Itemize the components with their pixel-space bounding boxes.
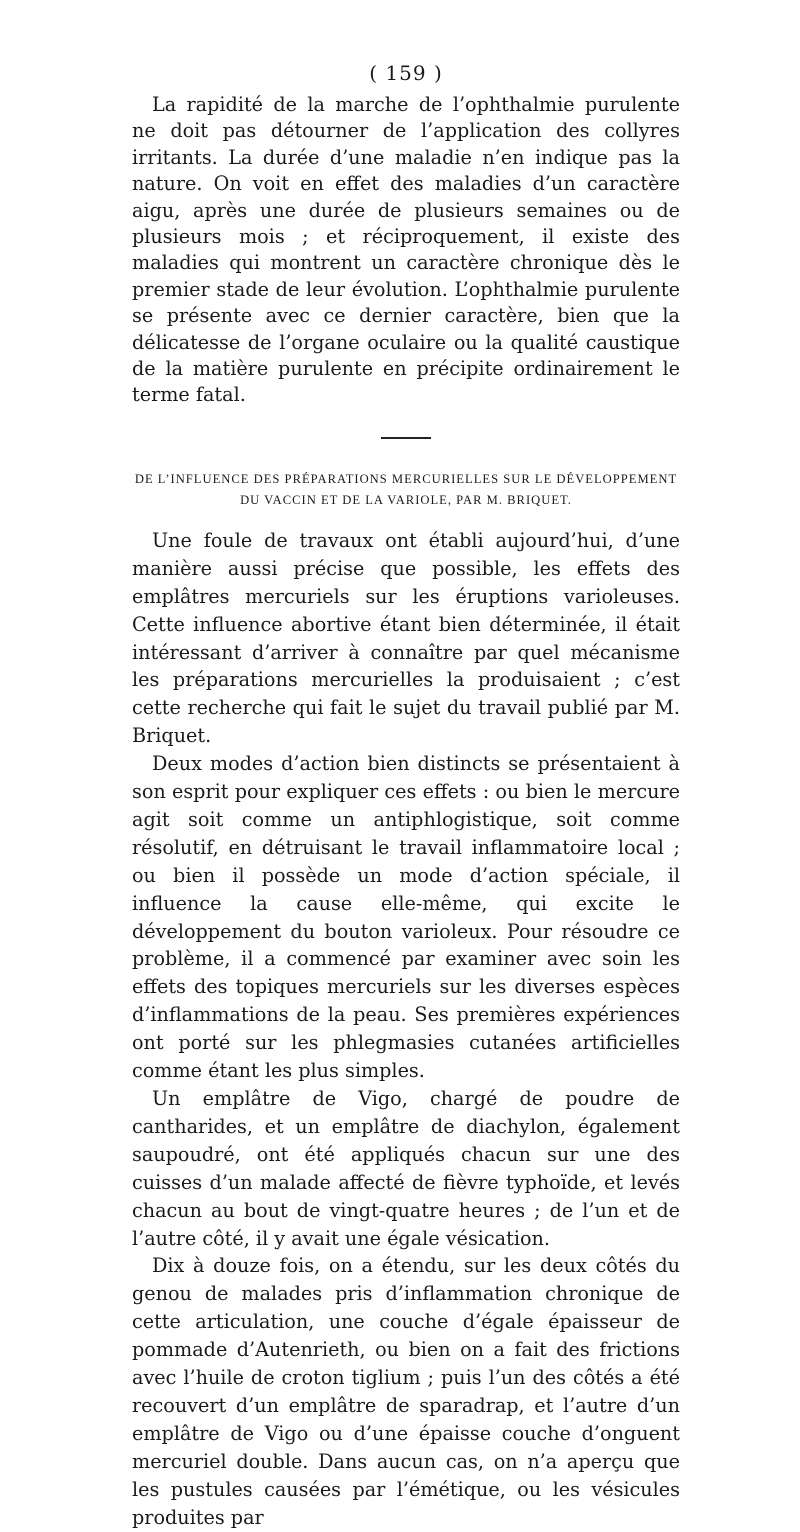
section-divider [381,437,431,439]
book-page [132,60,680,1532]
paragraph-4: Dix à douze fois, on a étendu, sur les deux côtés du genou de malades pris d’inflammation chronique de cette articulation, une couche d’égale épaisseur de pommade d’Autenrieth, ou bien on a fait des frictions avec l’huile de croton tiglium ; puis l’un des côtés a été recouvert d’un emplâtre de sparadrap, et l’autre d’un emplâtre de Vigo ou d’une épaisse couche d’onguent mercuriel double. Dans aucun cas, on n’a aperçu que les pustules causées par l’émétique, ou les vésicules produites par [132,1254,680,1529]
section-heading: DE L’INFLUENCE DES PRÉPARATIONS MERCURIELLES SUR LE DÉVELOPPEMENT DU VACCIN ET DE LA VARIOLE, PAR M. BRIQUET. [134,471,678,507]
paragraph-1: Une foule de travaux ont établi aujourd’hui, d’une manière aussi précise que possible, les effets des emplâtres mercuriels sur les éruptions varioleuses. Cette influence abortive étant bien déterminée, il était intéressant d’arriver à connaître par quel mécanisme les préparations mercurielles la produisaient ; c’est cette recherche qui fait le sujet du travail publié par M. Briquet. [132,528,680,748]
paragraph-3: Un emplâtre de Vigo, chargé de poudre de cantharides, et un emplâtre de diachylon, également saupoudré, ont été appliqués chacun sur une des cuisses d’un malade affecté de fièvre typhoïde, et levés chacun au bout de vingt-quatre heures ; de l’un et de l’autre côté, il y avait une égale vésication. [132,1087,680,1250]
intro-paragraph: La rapidité de la marche de l’ophthalmie purulente ne doit pas détourner de l’application des collyres irritants. La durée d’une maladie n’en indique pas la nature. On voit en effet des maladies d’un caractère aigu, après une durée de plusieurs semaines ou de plusieurs mois ; et réciproquement, il existe des maladies qui montrent un caractère chronique dès le premier stade de leur évolution. L’ophthalmie purulente se présente avec ce dernier caractère, bien que la délicatesse de l’organe oculaire ou la qualité caustique de la matière purulente en précipite ordinairement le terme fatal. [132,93,680,407]
article-body [132,527,680,1532]
paragraph-2: Deux modes d’action bien distincts se présentaient à son esprit pour expliquer ces effets : ou bien le mercure agit soit comme un antiphlogistique, soit comme résolutif, en détruisant le travail inflammatoire local ; ou bien il possède un mode d’action spéciale, il influence la cause elle-même, qui excite le développement du bouton varioleux. Pour résoudre ce problème, il a commencé par examiner avec soin les effets des topiques mercuriels sur les diverses espèces d’inflammations de la peau. Ses premières expériences ont porté sur les phlegmasies cutanées artificielles comme étant les plus simples. [132,752,680,1083]
page-number: ( 159 ) [369,61,443,85]
